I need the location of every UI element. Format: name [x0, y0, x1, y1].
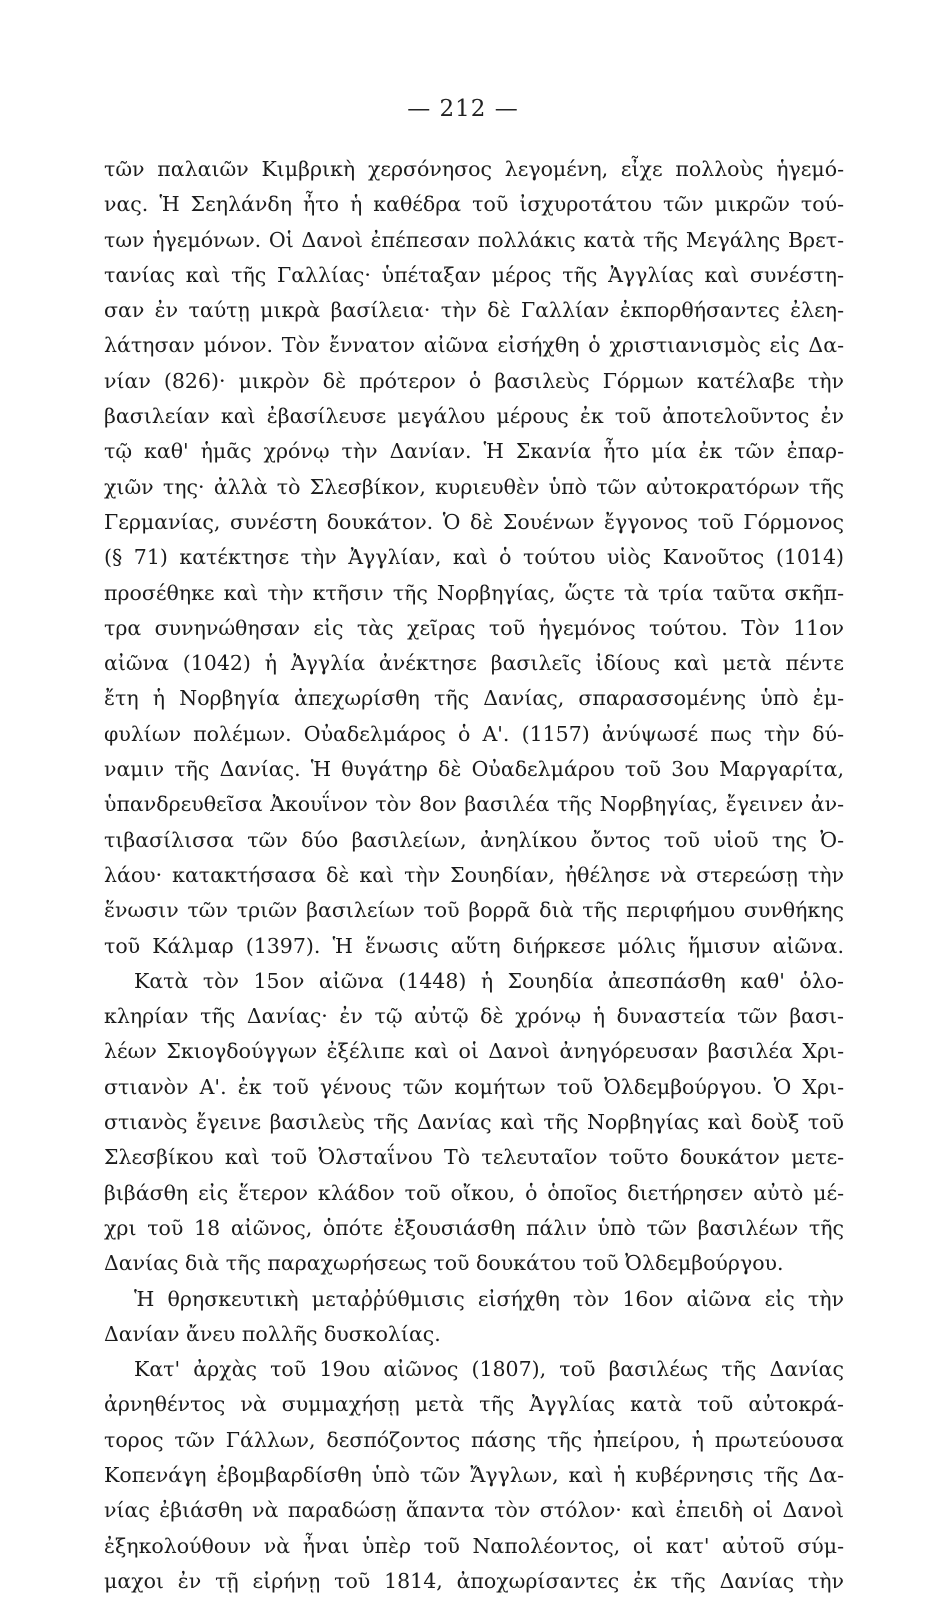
text-line: νίαν (826)· μικρὸν δὲ πρότερον ὁ βασιλεὺς Γόρμων κατέλαβε τὴν	[104, 368, 844, 393]
text-line: Κοπενάγη ἐβομβαρδίσθη ὑπὸ τῶν Ἄγγλων, καὶ ἡ κυβέρνησις τῆς Δα-	[104, 1462, 844, 1487]
text-line: τρα συνηνώθησαν εἰς τὰς χεῖρας τοῦ ἡγεμόνος τούτου. Τὸν 11ον	[104, 615, 844, 640]
text-line: ἐξηκολούθουν νὰ ἦναι ὑπὲρ τοῦ Ναπολέοντος, οἱ κατ' αὐτοῦ σύμ-	[104, 1533, 844, 1558]
text-line: μαχοι ἐν τῇ εἰρήνῃ τοῦ 1814, ἀποχωρίσαντες ἐκ τῆς Δανίας τὴν	[104, 1568, 844, 1593]
text-line: τανίας καὶ τῆς Γαλλίας· ὑπέταξαν μέρος τῆς Ἀγγλίας καὶ συνέστη-	[104, 262, 844, 287]
text-line: χιῶν της· ἀλλὰ τὸ Σλεσβίκον, κυριευθὲν ὑπὸ τῶν αὐτοκρατόρων τῆς	[104, 474, 844, 499]
text-line: λέων Σκιογδούγγων ἐξέλιπε καὶ οἱ Δανοὶ ἀνηγόρευσαν βασιλέα Χρι-	[104, 1039, 844, 1064]
text-line: των ἡγεμόνων. Οἱ Δανοὶ ἐπέπεσαν πολλάκις κατὰ τῆς Μεγάλης Βρετ-	[104, 227, 844, 252]
text-line: Κατὰ τὸν 15ον αἰῶνα (1448) ἡ Σουηδία ἀπεσπάσθη καθ' ὁλο-	[134, 968, 844, 993]
text-line: τοῦ Κάλμαρ (1397). Ἡ ἕνωσις αὕτη διήρκεσε μόλις ἥμισυν αἰῶνα.	[104, 933, 844, 958]
text-line: νίας ἐβιάσθη νὰ παραδώσῃ ἅπαντα τὸν στόλον· καὶ ἐπειδὴ οἱ Δανοὶ	[104, 1498, 844, 1523]
text-line: Σλεσβίκου καὶ τοῦ Ὀλσταΐνου Τὸ τελευταῖον τοῦτο δουκάτον μετε-	[104, 1145, 844, 1170]
text-line: στιανὸν Α'. ἐκ τοῦ γένους τῶν κομήτων τοῦ Ὀλδεμβούργου. Ὁ Χρι-	[104, 1074, 844, 1099]
text-line: αἰῶνα (1042) ἡ Ἀγγλία ἀνέκτησε βασιλεῖς ἰδίους καὶ μετὰ πέντε	[104, 651, 844, 676]
text-line: λάου· κατακτήσασα δὲ καὶ τὴν Σουηδίαν, ἠθέλησε νὰ στερεώσῃ τὴν	[104, 862, 844, 887]
text-line: τῷ καθ' ἡμᾶς χρόνῳ τὴν Δανίαν. Ἡ Σκανία ἦτο μία ἐκ τῶν ἐπαρ-	[104, 439, 844, 464]
text-line: φυλίων πολέμων. Οὐαδελμάρος ὁ Α'. (1157) ἀνύψωσέ πως τὴν δύ-	[104, 721, 844, 746]
text-line: Δανίαν ἄνευ πολλῆς δυσκολίας.	[104, 1321, 441, 1346]
text-line: κληρίαν τῆς Δανίας· ἐν τῷ αὐτῷ δὲ χρόνῳ ἡ δυναστεία τῶν βασι-	[104, 1004, 844, 1029]
text-line: Δανίας διὰ τῆς παραχωρήσεως τοῦ δουκάτου τοῦ Ὀλδεμβούργου.	[104, 1251, 784, 1276]
text-line: ἀρνηθέντος νὰ συμμαχήσῃ μετὰ τῆς Ἀγγλίας κατὰ τοῦ αὐτοκρά-	[104, 1392, 844, 1417]
text-line: Γερμανίας, συνέστη δουκάτον. Ὁ δὲ Σουένων ἔγγονος τοῦ Γόρμονος	[104, 509, 844, 534]
page-number: — 212 —	[407, 96, 519, 122]
body-text	[104, 152, 844, 1599]
text-line: Κατ' ἀρχὰς τοῦ 19ου αἰῶνος (1807), τοῦ βασιλέως τῆς Δανίας	[134, 1357, 844, 1382]
text-line: Ἡ θρησκευτικὴ μεταῤῥύθμισις εἰσήχθη τὸν 16ον αἰῶνα εἰς τὴν	[134, 1286, 844, 1311]
text-line: βασιλείαν καὶ ἐβασίλευσε μεγάλου μέρους ἐκ τοῦ ἀποτελοῦντος ἐν	[104, 404, 844, 429]
text-line: σαν ἐν ταύτῃ μικρὰ βασίλεια· τὴν δὲ Γαλλίαν ἐκπορθήσαντες ἐλεη-	[104, 298, 844, 323]
text-line: ἕνωσιν τῶν τριῶν βασιλείων τοῦ βορρᾶ διὰ τῆς περιφήμου συνθήκης	[104, 898, 844, 923]
text-line: χρι τοῦ 18 αἰῶνος, ὁπότε ἐξουσιάσθη πάλιν ὑπὸ τῶν βασιλέων τῆς	[104, 1215, 844, 1240]
text-line: βιβάσθη εἰς ἕτερον κλάδον τοῦ οἴκου, ὁ ὁποῖος διετήρησεν αὐτὸ μέ-	[104, 1180, 844, 1205]
text-line: λάτησαν μόνον. Τὸν ἔννατον αἰῶνα εἰσήχθη ὁ χριστιανισμὸς εἰς Δα-	[104, 333, 844, 358]
text-line: τορος τῶν Γάλλων, δεσπόζοντος πάσης τῆς ἠπείρου, ἡ πρωτεύουσα	[104, 1427, 844, 1452]
text-line: (§ 71) κατέκτησε τὴν Ἀγγλίαν, καὶ ὁ τούτου υἱὸς Κανοῦτος (1014)	[104, 545, 844, 570]
text-line: τιβασίλισσα τῶν δύο βασιλείων, ἀνηλίκου ὄντος τοῦ υἱοῦ της Ὀ-	[104, 827, 844, 852]
text-line: στιανὸς ἔγεινε βασιλεὺς τῆς Δανίας καὶ τῆς Νορβηγίας καὶ δοὺξ τοῦ	[104, 1110, 844, 1135]
text-line: ναμιν τῆς Δανίας. Ἡ θυγάτηρ δὲ Οὐαδελμάρου τοῦ 3ου Μαργαρίτα,	[104, 757, 844, 782]
text-line: ὑπανδρευθεῖσα Ἀκουΐνον τὸν 8ον βασιλέα τῆς Νορβηγίας, ἔγεινεν ἀν-	[104, 792, 844, 817]
text-line: προσέθηκε καὶ τὴν κτῆσιν τῆς Νορβηγίας, ὥςτε τὰ τρία ταῦτα σκῆπ-	[104, 580, 844, 605]
text-line: τῶν παλαιῶν Κιμβρικὴ χερσόνησος λεγομένη, εἶχε πολλοὺς ἡγεμό-	[104, 157, 844, 181]
text-line: νας. Ἡ Σεηλάνδη ἦτο ἡ καθέδρα τοῦ ἰσχυροτάτου τῶν μικρῶν τού-	[104, 192, 844, 217]
text-line: ἔτη ἡ Νορβηγία ἀπεχωρίσθη τῆς Δανίας, σπαρασσομένης ὑπὸ ἐμ-	[104, 686, 844, 711]
